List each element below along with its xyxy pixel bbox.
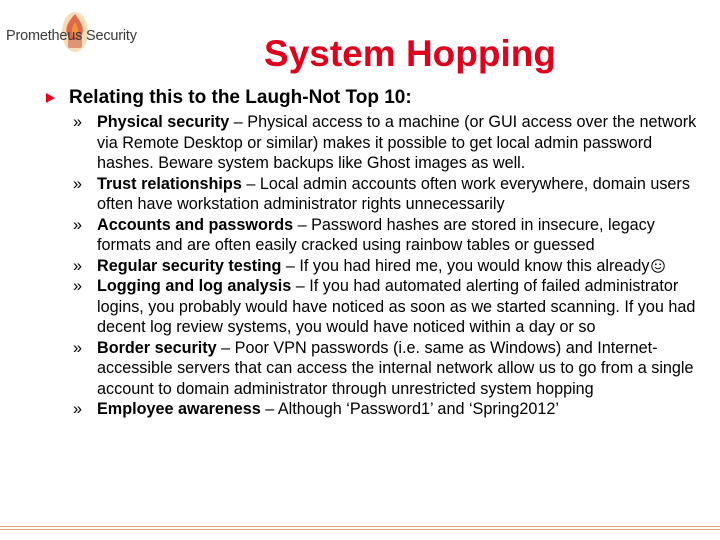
logo-text: Prometheus Security: [6, 28, 137, 44]
slide-title: System Hopping: [264, 33, 556, 74]
item-text: – If you had automated alerting of failed administrator logins, you probably would have noticed as soon as we started scanning. If you had decent log review systems, you would have noticed within a day or so: [97, 277, 696, 336]
footer-divider: [0, 529, 720, 530]
triangle-bullet-icon: [46, 93, 55, 103]
item-heading: Border security: [97, 338, 217, 357]
item-text: – If you had hired me, you would know this already: [281, 256, 650, 275]
item-text: – Although ‘Password1’ and ‘Spring2012’: [260, 400, 559, 418]
top-level-bullet-text: Relating this to the Laugh-Not Top 10:: [69, 87, 412, 108]
footer-divider: [0, 526, 720, 527]
raquo-bullet-icon: »: [73, 277, 83, 295]
item-text: – Local admin accounts often work everywhere, domain users often have workstation administrator rights unnecessarily: [97, 174, 690, 213]
item-text: – Physical access to a machine (or GUI access over the network via Remote Desktop or similar) makes it possible to get local admin password hashes. Beware system backups like Ghost images as well.: [97, 113, 697, 172]
raquo-bullet-icon: »: [73, 338, 83, 357]
raquo-bullet-icon: »: [73, 113, 83, 131]
item-heading: Physical security: [97, 113, 230, 131]
item-heading: Employee awareness: [97, 400, 261, 418]
list-item: [60, 174, 710, 215]
item-heading: Accounts and passwords: [97, 215, 294, 234]
list-item: [60, 112, 710, 174]
smiley-face-icon: [651, 259, 665, 273]
item-heading: Logging and log analysis: [97, 277, 292, 295]
item-text: – Password hashes are stored in insecure, legacy formats and are often easily cracked using rainbow tables or guessed: [97, 215, 655, 254]
prometheus-security-logo: [2, 8, 152, 60]
list-item: [60, 256, 710, 277]
raquo-bullet-icon: »: [73, 256, 83, 275]
raquo-bullet-icon: »: [73, 400, 83, 418]
raquo-bullet-icon: »: [73, 215, 83, 234]
item-text: – Poor VPN passwords (i.e. same as Windows) and Internet-accessible servers that can access the internal network allow us to go from a single account to domain administrator through unrestricted system hopping: [97, 338, 694, 398]
sub-bullet-list: [60, 112, 710, 420]
list-item: [60, 399, 710, 420]
raquo-bullet-icon: »: [73, 174, 83, 193]
list-item: [60, 215, 710, 256]
item-heading: Trust relationships: [97, 174, 242, 193]
list-item: [60, 276, 710, 338]
list-item: [60, 338, 710, 400]
item-heading: Regular security testing: [97, 256, 282, 275]
